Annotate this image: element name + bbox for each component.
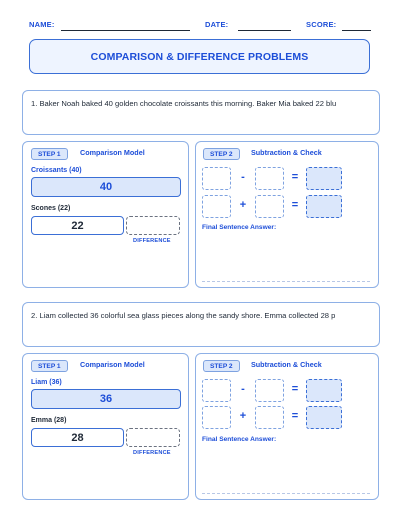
problem-2-item2-value: 28 (71, 431, 84, 444)
problem-2-box (22, 302, 380, 347)
date-field[interactable] (238, 30, 291, 31)
problem-1-add-answer-box[interactable] (306, 195, 342, 218)
problem-2-add-first-box[interactable] (202, 406, 231, 429)
problem-1-step2-title: Subtraction & Check (251, 148, 322, 157)
problem-1-sub-answer-box[interactable] (306, 167, 342, 190)
problem-2-final-answer-line[interactable] (202, 493, 370, 494)
problem-1-step1-badge: STEP 1 (31, 148, 68, 160)
problem-2-add-answer-box[interactable] (306, 406, 342, 429)
problem-1-item1-label: Croissants (40) (31, 167, 82, 174)
problem-2-final-answer-label: Final Sentence Answer: (202, 436, 277, 443)
score-field[interactable] (342, 30, 371, 31)
problem-2-difference-box[interactable] (126, 428, 180, 447)
problem-2-step2-badge: STEP 2 (203, 360, 240, 372)
problem-1-item2-value: 22 (71, 219, 84, 232)
problem-1-sub-minuend-box[interactable] (202, 167, 231, 190)
problem-2-item1-label: Liam (36) (31, 379, 62, 386)
problem-2-text: 2. Liam collected 36 colorful sea glass pieces along the sandy shore. Emma collected 28 p (31, 311, 336, 320)
problem-2-step1-panel (22, 353, 189, 500)
problem-1-text: 1. Baker Noah baked 40 golden chocolate croissants this morning. Baker Mia baked 22 blu (31, 99, 337, 108)
problem-2-sub-subtrahend-box[interactable] (255, 379, 284, 402)
problem-1-equals-sign-1: = (291, 171, 299, 183)
problem-1-equals-sign-2: = (291, 199, 299, 211)
problem-2-minus-sign: - (241, 383, 245, 395)
problem-1-difference-box[interactable] (126, 216, 180, 235)
problem-1-sub-subtrahend-box[interactable] (255, 167, 284, 190)
problem-1-minus-sign: - (241, 171, 245, 183)
problem-2-item1-bar (31, 389, 181, 409)
problem-2-item1-value: 36 (99, 393, 113, 405)
problem-1-item2-label: Scones (22) (31, 205, 71, 212)
problem-2-item2-label: Emma (28) (31, 417, 67, 424)
problem-2-difference-label: DIFFERENCE (133, 450, 171, 456)
problem-2-step1-title: Comparison Model (80, 360, 145, 369)
score-label: SCORE: (306, 20, 337, 29)
problem-1-step1-title: Comparison Model (80, 148, 145, 157)
problem-2-sub-minuend-box[interactable] (202, 379, 231, 402)
name-label: NAME: (29, 20, 55, 29)
problem-2-equals-sign-2: = (291, 410, 299, 422)
problem-1-difference-label: DIFFERENCE (133, 238, 171, 244)
problem-1-item1-bar (31, 177, 181, 197)
worksheet-title: COMPARISON & DIFFERENCE PROBLEMS (90, 50, 309, 63)
problem-2-add-second-box[interactable] (255, 406, 284, 429)
problem-1-add-first-box[interactable] (202, 195, 231, 218)
problem-2-item2-bar (31, 428, 124, 447)
problem-2-step2-title: Subtraction & Check (251, 360, 322, 369)
date-label: DATE: (205, 20, 229, 29)
problem-2-equals-sign-1: = (291, 383, 299, 395)
worksheet-title-box (29, 39, 370, 74)
problem-2-step1-badge: STEP 1 (31, 360, 68, 372)
problem-1-item1-value: 40 (99, 181, 113, 193)
problem-2-sub-answer-box[interactable] (306, 379, 342, 402)
problem-2-plus-sign: + (239, 410, 247, 422)
problem-1-plus-sign: + (239, 199, 247, 211)
problem-1-box (22, 90, 380, 135)
problem-1-final-answer-label: Final Sentence Answer: (202, 224, 277, 231)
name-field[interactable] (61, 30, 190, 31)
problem-1-step2-badge: STEP 2 (203, 148, 240, 160)
problem-1-add-second-box[interactable] (255, 195, 284, 218)
problem-1-item2-bar (31, 216, 124, 235)
problem-1-step1-panel (22, 141, 189, 288)
problem-1-final-answer-line[interactable] (202, 281, 370, 282)
